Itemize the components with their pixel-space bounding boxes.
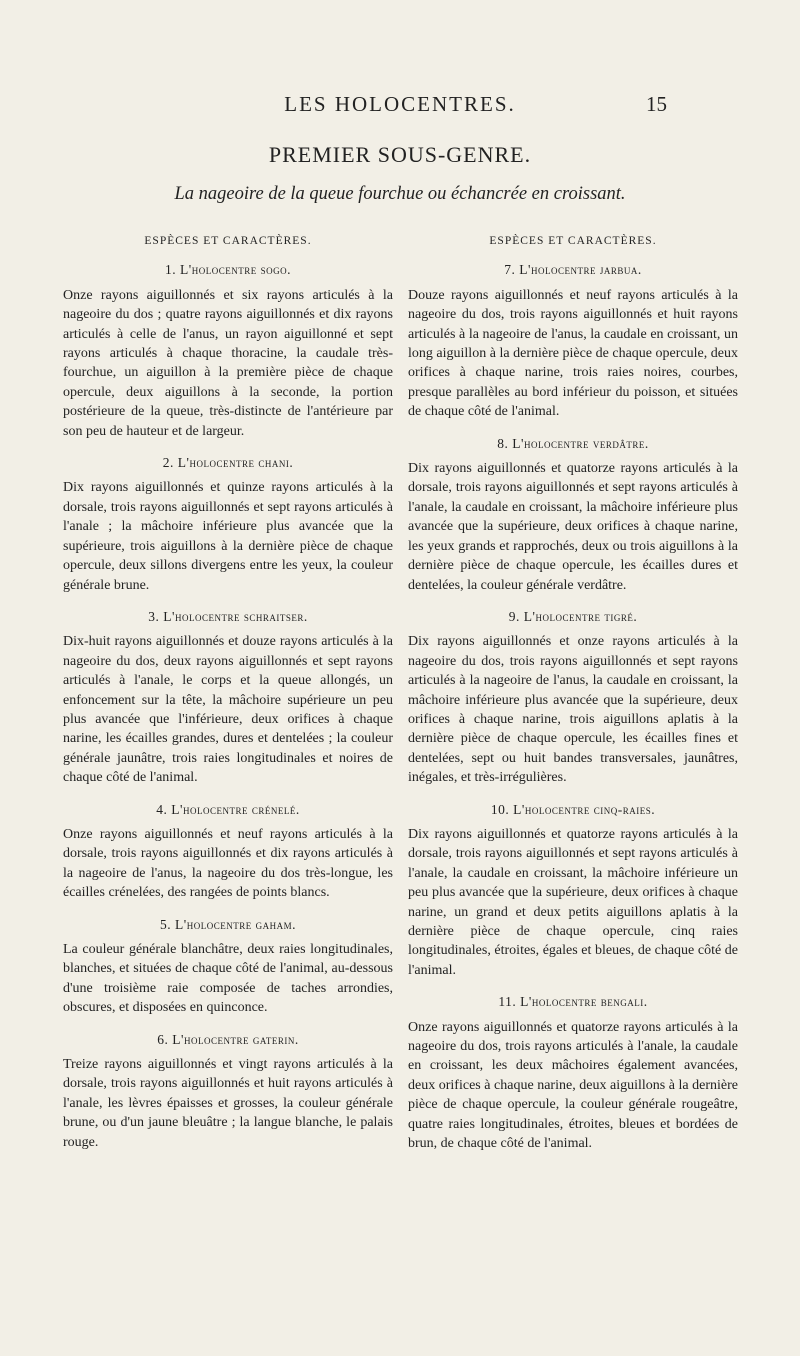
entry-title: 1. L'holocentre sogo. [165, 262, 291, 278]
running-head [0, 92, 800, 122]
entry-text: Onze rayons aiguillonnés et neuf rayons articulés à la dorsale, trois rayons aiguillonnés et dix rayons articulés à la nageoire de l'anus, la nageoire du dos très-longue, les écailles crénelées, des rangées de points blancs. [63, 826, 393, 901]
page-number: 15 [646, 92, 667, 116]
entry-text: Dix-huit rayons aiguillonnés et douze rayons articulés à la nageoire du dos, deux rayons aiguillonnés et sept rayons articulés à l'anale, le corps et la queue allongés, un enfoncement sur la tête, la mâchoire supérieure un peu plus avancée que l'inférieure, deux orifices à chaque narine, les écailles grandes, dures et dentelées ; la couleur générale jaunâtre, trois raies longitudinales et noires de chaque côté de l'animal. [63, 634, 393, 786]
left-column-heading: ESPÈCES ET CARACTÈRES. [144, 235, 312, 247]
entry-text: Onze rayons aiguillonnés et quatorze rayons articulés à la nageoire du dos, trois rayons articulés à l'anale, la caudale en croissant, les deux mâchoires également avancées, deux orifices à chaque narine, deux aiguillons à la dernière pièce de chaque opercule, la couleur générale rougeâtre, quatre raies longitudinales, étroites, bleues et bordées de brun, de chaque côté de l'animal. [408, 1019, 738, 1152]
entry-text: Douze rayons aiguillonnés et neuf rayons articulés à la nageoire du dos, trois rayons aiguillonnés et huit rayons articulés à la nageoire de l'anus, la caudale en croissant, un long aiguillon à la dernière pièce de chaque opercule, deux orifices à chaque narine, trois raies noires, courbes, presque parallèles au bord inférieur du poisson, et situées de chaque côté de l'animal. [408, 287, 738, 420]
entry-title: 11. L'holocentre bengali. [498, 994, 648, 1010]
entry-title: 8. L'holocentre verdâtre. [497, 435, 649, 451]
entry-title: 3. L'holocentre schraitser. [148, 608, 308, 624]
section-title: PREMIER SOUS-GENRE. [268, 142, 532, 167]
section-subtitle: La nageoire de la queue fourchue ou échancrée en croissant. [174, 184, 626, 204]
right-column-heading: ESPÈCES ET CARACTÈRES. [489, 235, 657, 247]
right-column [408, 232, 738, 1165]
running-title: LES HOLOCENTRES. [284, 92, 516, 116]
entry-text: Dix rayons aiguillonnés et onze rayons articulés à la nageoire du dos, trois rayons aiguillonnés et sept rayons articulés à la nageoire de l'anus, la caudale en croissant, la mâchoire inférieure plus avancée que la supérieure, deux orifices à chaque narine, trois aiguillons aplatis à la dernière pièce de chaque opercule, les écailles fines et dentelées, sept ou huit bandes transversales, jaunâtres, inégales, et très-irrégulières. [408, 634, 738, 786]
entry-text: Dix rayons aiguillonnés et quinze rayons articulés à la dorsale, trois rayons aiguillonnés et sept rayons articulés à l'anale ; la mâchoire inférieure plus avancée que la supérieure, trois aiguillons à la dernière pièce de chaque opercule, deux sillons divergens entre les yeux, la couleur générale brune. [63, 480, 393, 593]
entry-text: Dix rayons aiguillonnés et quatorze rayons articulés à la dorsale, trois rayons aiguillonnés et sept rayons articulés à l'anale, la caudale en croissant, la mâchoire inférieure plus avancée que la supérieure, deux orifices à chaque narine, les yeux grands et rapprochés, deux ou trois aiguillons à la dernière pièce de chaque opercule, les écailles dures et dentelées, la couleur générale verdâtre. [408, 461, 738, 593]
entry-title: 5. L'holocentre gaham. [160, 916, 296, 932]
entry-title: 10. L'holocentre cinq-raies. [490, 801, 656, 817]
entry-title: 2. L'holocentre chani. [162, 455, 294, 471]
entry-text: Onze rayons aiguillonnés et six rayons articulés à la nageoire du dos ; quatre rayons aiguillonnés et dix rayons articulés à celle de l'anus, un rayon aiguillonné et sept rayons articulés à chaque thoracine, la caudale très-fourchue, un aiguillon à la première pièce de chaque opercule, deux aiguillons à la seconde, la portion postérieure de la queue, très-distincte de l'antérieure par son peu de hauteur et de largeur. [63, 287, 393, 439]
left-column [63, 232, 393, 1164]
entry-text: La couleur générale blanchâtre, deux raies longitudinales, blanches, et situées de chaque côté de l'animal, au-dessous d'une troisième raie composée de taches arrondies, obscures, et disposées en quinconce. [63, 942, 393, 1016]
entry-title: 9. L'holocentre tigré. [508, 608, 638, 624]
entry-title: 6. L'holocentre gaterin. [157, 1031, 299, 1047]
entry-text: Dix rayons aiguillonnés et quatorze rayons articulés à la dorsale, trois rayons aiguillonnés et sept rayons articulés à l'anale, la caudale en croissant, la mâchoire inférieure un peu plus avancée que la supérieure, deux orifices à chaque narine, un grand et deux petits aiguillons aplatis à la dernière pièce de chaque opercule, cinq raies longitudinales, étroites, égales et bleues, de chaque côté de l'animal. [408, 826, 738, 978]
entry-text: Treize rayons aiguillonnés et vingt rayons articulés à la dorsale, trois rayons aiguillonnés et huit rayons articulés à l'anale, les lèvres épaisses et grosses, la couleur générale brune, ou d'un jaune bleuâtre ; la langue blanche, le palais rouge. [63, 1057, 393, 1150]
entry-title: 4. L'holocentre crénelé. [156, 801, 300, 817]
entry-title: 7. L'holocentre jarbua. [504, 262, 642, 278]
